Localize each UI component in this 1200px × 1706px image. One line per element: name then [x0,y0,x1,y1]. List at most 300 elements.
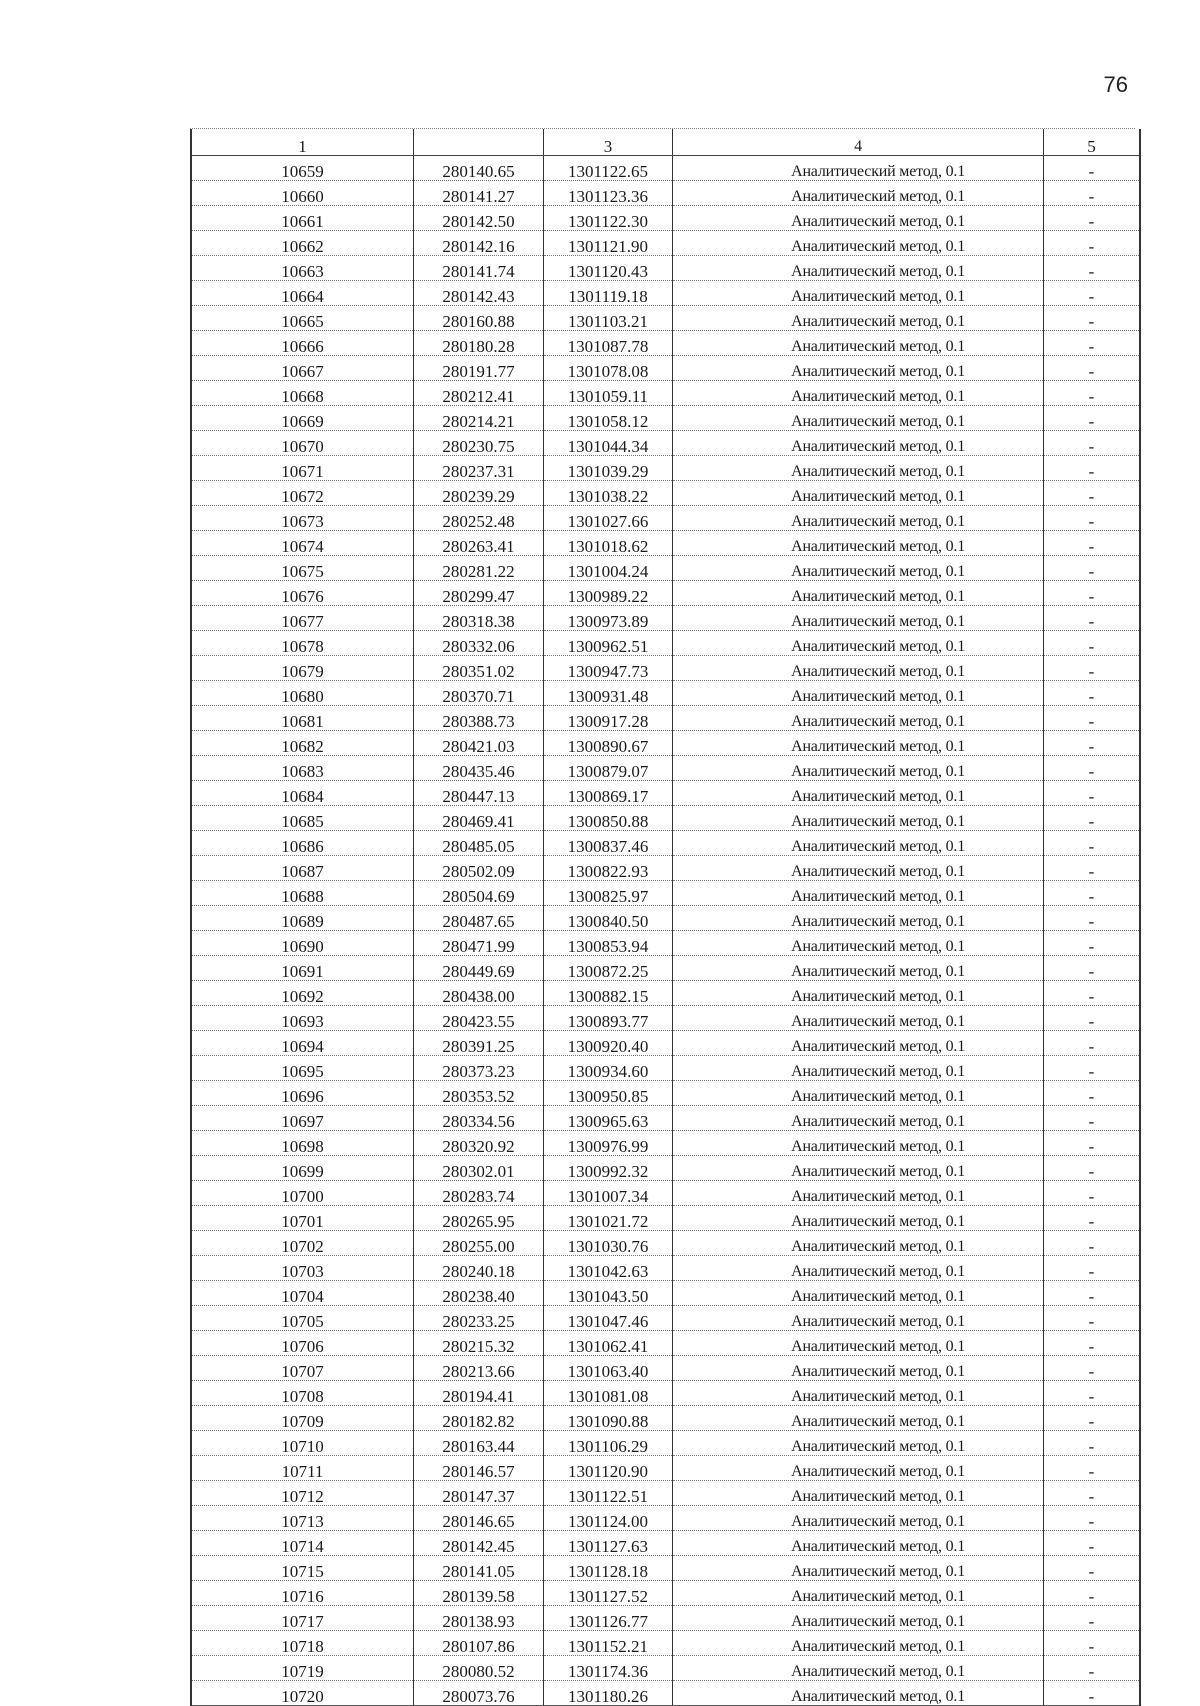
y-coordinate-cell: 1301063.40 [544,1356,673,1381]
x-coordinate-cell: 280351.02 [414,656,544,681]
note-cell: - [1044,556,1141,581]
table-row [191,381,1140,406]
method-cell: Аналитический метод, 0.1 [673,981,1044,1006]
y-coordinate-cell: 1301044.34 [544,431,673,456]
table-row [191,1181,1140,1206]
method-cell: Аналитический метод, 0.1 [673,706,1044,731]
note-cell: - [1044,331,1141,356]
point-number-cell: 10714 [191,1531,414,1556]
method-cell: Аналитический метод, 0.1 [673,906,1044,931]
y-coordinate-cell: 1300850.88 [544,806,673,831]
point-number-cell: 10668 [191,381,414,406]
method-cell: Аналитический метод, 0.1 [673,1606,1044,1631]
point-number-cell: 10698 [191,1131,414,1156]
point-number-cell: 10677 [191,606,414,631]
point-number-cell: 10686 [191,831,414,856]
point-number-cell: 10693 [191,1006,414,1031]
note-cell: - [1044,1031,1141,1056]
x-coordinate-cell: 280320.92 [414,1131,544,1156]
point-number-cell: 10684 [191,781,414,806]
point-number-cell: 10720 [191,1681,414,1706]
point-number-cell: 10702 [191,1231,414,1256]
x-coordinate-cell: 280142.43 [414,281,544,306]
method-cell: Аналитический метод, 0.1 [673,1481,1044,1506]
x-coordinate-cell: 280139.58 [414,1581,544,1606]
table-row [191,206,1140,231]
y-coordinate-cell: 1301103.21 [544,306,673,331]
note-cell: - [1044,1231,1141,1256]
point-number-cell: 10682 [191,731,414,756]
x-coordinate-cell: 280142.16 [414,231,544,256]
note-cell: - [1044,181,1141,206]
y-coordinate-cell: 1300947.73 [544,656,673,681]
table-row [191,306,1140,331]
note-cell: - [1044,1356,1141,1381]
table-row [191,1656,1140,1681]
y-coordinate-cell: 1301122.30 [544,206,673,231]
note-cell: - [1044,531,1141,556]
point-number-cell: 10666 [191,331,414,356]
note-cell: - [1044,481,1141,506]
note-cell: - [1044,1481,1141,1506]
note-cell: - [1044,656,1141,681]
y-coordinate-cell: 1300879.07 [544,756,673,781]
note-cell: - [1044,1581,1141,1606]
y-coordinate-cell: 1300840.50 [544,906,673,931]
x-coordinate-cell: 280215.32 [414,1331,544,1356]
y-coordinate-cell: 1301007.34 [544,1181,673,1206]
point-number-cell: 10710 [191,1431,414,1456]
point-number-cell: 10673 [191,506,414,531]
table-row [191,556,1140,581]
y-coordinate-cell: 1300976.99 [544,1131,673,1156]
x-coordinate-cell: 280107.86 [414,1631,544,1656]
method-cell: Аналитический метод, 0.1 [673,756,1044,781]
x-coordinate-cell: 280449.69 [414,956,544,981]
note-cell: - [1044,1556,1141,1581]
method-cell: Аналитический метод, 0.1 [673,481,1044,506]
x-coordinate-cell: 280255.00 [414,1231,544,1256]
method-cell: Аналитический метод, 0.1 [673,581,1044,606]
table-row [191,981,1140,1006]
table-row [191,856,1140,881]
note-cell: - [1044,281,1141,306]
x-coordinate-cell: 280146.57 [414,1456,544,1481]
method-cell: Аналитический метод, 0.1 [673,556,1044,581]
method-cell: Аналитический метод, 0.1 [673,856,1044,881]
table-row [191,431,1140,456]
method-cell: Аналитический метод, 0.1 [673,1331,1044,1356]
method-cell: Аналитический метод, 0.1 [673,1631,1044,1656]
note-cell: - [1044,256,1141,281]
x-coordinate-cell: 280435.46 [414,756,544,781]
y-coordinate-cell: 1301128.18 [544,1556,673,1581]
y-coordinate-cell: 1301124.00 [544,1506,673,1531]
y-coordinate-cell: 1300962.51 [544,631,673,656]
method-cell: Аналитический метод, 0.1 [673,1506,1044,1531]
method-cell: Аналитический метод, 0.1 [673,831,1044,856]
x-coordinate-cell: 280373.23 [414,1056,544,1081]
table-row [191,756,1140,781]
note-cell: - [1044,1006,1141,1031]
point-number-cell: 10664 [191,281,414,306]
point-number-cell: 10690 [191,931,414,956]
y-coordinate-cell: 1301047.46 [544,1306,673,1331]
x-coordinate-cell: 280239.29 [414,481,544,506]
point-number-cell: 10715 [191,1556,414,1581]
x-coordinate-cell: 280142.50 [414,206,544,231]
y-coordinate-cell: 1301021.72 [544,1206,673,1231]
y-coordinate-cell: 1300822.93 [544,856,673,881]
point-number-cell: 10705 [191,1306,414,1331]
x-coordinate-cell: 280141.05 [414,1556,544,1581]
x-coordinate-cell: 280391.25 [414,1031,544,1056]
y-coordinate-cell: 1301152.21 [544,1631,673,1656]
method-cell: Аналитический метод, 0.1 [673,1056,1044,1081]
point-number-cell: 10703 [191,1256,414,1281]
table-row [191,1231,1140,1256]
table-row [191,281,1140,306]
method-cell: Аналитический метод, 0.1 [673,1006,1044,1031]
note-cell: - [1044,206,1141,231]
x-coordinate-cell: 280141.74 [414,256,544,281]
note-cell: - [1044,856,1141,881]
point-number-cell: 10717 [191,1606,414,1631]
method-cell: Аналитический метод, 0.1 [673,1431,1044,1456]
method-cell: Аналитический метод, 0.1 [673,1181,1044,1206]
y-coordinate-cell: 1301078.08 [544,356,673,381]
note-cell: - [1044,431,1141,456]
y-coordinate-cell: 1300872.25 [544,956,673,981]
x-coordinate-cell: 280080.52 [414,1656,544,1681]
method-cell: Аналитический метод, 0.1 [673,1556,1044,1581]
x-coordinate-cell: 280182.82 [414,1406,544,1431]
point-number-cell: 10683 [191,756,414,781]
point-number-cell: 10694 [191,1031,414,1056]
y-coordinate-cell: 1301062.41 [544,1331,673,1356]
note-cell: - [1044,1181,1141,1206]
table-row [191,1006,1140,1031]
y-coordinate-cell: 1300950.85 [544,1081,673,1106]
note-cell: - [1044,1056,1141,1081]
y-coordinate-cell: 1300920.40 [544,1031,673,1056]
note-cell: - [1044,906,1141,931]
table-row [191,156,1140,181]
y-coordinate-cell: 1300893.77 [544,1006,673,1031]
table-row [191,1681,1140,1706]
y-coordinate-cell: 1300989.22 [544,581,673,606]
y-coordinate-cell: 1301059.11 [544,381,673,406]
method-cell: Аналитический метод, 0.1 [673,931,1044,956]
note-cell: - [1044,581,1141,606]
note-cell: - [1044,781,1141,806]
point-number-cell: 10681 [191,706,414,731]
point-number-cell: 10674 [191,531,414,556]
point-number-cell: 10671 [191,456,414,481]
method-cell: Аналитический метод, 0.1 [673,1031,1044,1056]
method-cell: Аналитический метод, 0.1 [673,656,1044,681]
point-number-cell: 10696 [191,1081,414,1106]
y-coordinate-cell: 1301018.62 [544,531,673,556]
y-coordinate-cell: 1300890.67 [544,731,673,756]
table-row [191,1056,1140,1081]
x-coordinate-cell: 280213.66 [414,1356,544,1381]
point-number-cell: 10719 [191,1656,414,1681]
y-coordinate-cell: 1301180.26 [544,1681,673,1706]
note-cell: - [1044,681,1141,706]
x-coordinate-cell: 280502.09 [414,856,544,881]
note-cell: - [1044,381,1141,406]
method-cell: Аналитический метод, 0.1 [673,1356,1044,1381]
coordinates-table [190,129,1141,1706]
note-cell: - [1044,831,1141,856]
note-cell: - [1044,1531,1141,1556]
x-coordinate-cell: 280302.01 [414,1156,544,1181]
method-cell: Аналитический метод, 0.1 [673,1381,1044,1406]
point-number-cell: 10707 [191,1356,414,1381]
y-coordinate-cell: 1301119.18 [544,281,673,306]
header-col-1: 1 [191,129,414,156]
method-cell: Аналитический метод, 0.1 [673,256,1044,281]
note-cell: - [1044,806,1141,831]
table-row [191,631,1140,656]
x-coordinate-cell: 280263.41 [414,531,544,556]
table-row [191,1581,1140,1606]
note-cell: - [1044,1606,1141,1631]
x-coordinate-cell: 280238.40 [414,1281,544,1306]
x-coordinate-cell: 280353.52 [414,1081,544,1106]
table-row [191,1531,1140,1556]
table-row [191,256,1140,281]
y-coordinate-cell: 1301087.78 [544,331,673,356]
x-coordinate-cell: 280469.41 [414,806,544,831]
note-cell: - [1044,1256,1141,1281]
note-cell: - [1044,756,1141,781]
method-cell: Аналитический метод, 0.1 [673,781,1044,806]
y-coordinate-cell: 1301038.22 [544,481,673,506]
point-number-cell: 10662 [191,231,414,256]
note-cell: - [1044,731,1141,756]
point-number-cell: 10688 [191,881,414,906]
x-coordinate-cell: 280191.77 [414,356,544,381]
note-cell: - [1044,1656,1141,1681]
point-number-cell: 10661 [191,206,414,231]
y-coordinate-cell: 1300869.17 [544,781,673,806]
table-row [191,1031,1140,1056]
y-coordinate-cell: 1300973.89 [544,606,673,631]
x-coordinate-cell: 280194.41 [414,1381,544,1406]
y-coordinate-cell: 1301004.24 [544,556,673,581]
y-coordinate-cell: 1301123.36 [544,181,673,206]
method-cell: Аналитический метод, 0.1 [673,181,1044,206]
method-cell: Аналитический метод, 0.1 [673,231,1044,256]
y-coordinate-cell: 1301030.76 [544,1231,673,1256]
method-cell: Аналитический метод, 0.1 [673,1406,1044,1431]
method-cell: Аналитический метод, 0.1 [673,406,1044,431]
x-coordinate-cell: 280471.99 [414,931,544,956]
point-number-cell: 10701 [191,1206,414,1231]
point-number-cell: 10678 [191,631,414,656]
note-cell: - [1044,606,1141,631]
table-row [191,581,1140,606]
note-cell: - [1044,1156,1141,1181]
method-cell: Аналитический метод, 0.1 [673,1656,1044,1681]
y-coordinate-cell: 1300992.32 [544,1156,673,1181]
table-body [191,156,1140,1706]
y-coordinate-cell: 1300837.46 [544,831,673,856]
table-row [191,1306,1140,1331]
method-cell: Аналитический метод, 0.1 [673,1106,1044,1131]
x-coordinate-cell: 280147.37 [414,1481,544,1506]
method-cell: Аналитический метод, 0.1 [673,1156,1044,1181]
method-cell: Аналитический метод, 0.1 [673,631,1044,656]
table-row [191,831,1140,856]
point-number-cell: 10676 [191,581,414,606]
table-row [191,1556,1140,1581]
table-row [191,181,1140,206]
point-number-cell: 10689 [191,906,414,931]
x-coordinate-cell: 280160.88 [414,306,544,331]
method-cell: Аналитический метод, 0.1 [673,956,1044,981]
x-coordinate-cell: 280334.56 [414,1106,544,1131]
y-coordinate-cell: 1301081.08 [544,1381,673,1406]
method-cell: Аналитический метод, 0.1 [673,1256,1044,1281]
method-cell: Аналитический метод, 0.1 [673,206,1044,231]
y-coordinate-cell: 1301027.66 [544,506,673,531]
table-row [191,1381,1140,1406]
note-cell: - [1044,306,1141,331]
method-cell: Аналитический метод, 0.1 [673,681,1044,706]
note-cell: - [1044,931,1141,956]
table-row [191,456,1140,481]
table-row [191,356,1140,381]
x-coordinate-cell: 280142.45 [414,1531,544,1556]
y-coordinate-cell: 1301121.90 [544,231,673,256]
x-coordinate-cell: 280487.65 [414,906,544,931]
point-number-cell: 10704 [191,1281,414,1306]
note-cell: - [1044,1331,1141,1356]
x-coordinate-cell: 280233.25 [414,1306,544,1331]
y-coordinate-cell: 1300934.60 [544,1056,673,1081]
table-row [191,1281,1140,1306]
point-number-cell: 10667 [191,356,414,381]
table-row [191,1206,1140,1231]
method-cell: Аналитический метод, 0.1 [673,606,1044,631]
header-col-3: 3 [544,129,673,156]
note-cell: - [1044,1431,1141,1456]
table-row [191,1431,1140,1456]
table-row [191,231,1140,256]
point-number-cell: 10697 [191,1106,414,1131]
page-number: 76 [1103,72,1128,97]
method-cell: Аналитический метод, 0.1 [673,281,1044,306]
note-cell: - [1044,1631,1141,1656]
point-number-cell: 10712 [191,1481,414,1506]
note-cell: - [1044,1131,1141,1156]
point-number-cell: 10718 [191,1631,414,1656]
method-cell: Аналитический метод, 0.1 [673,1281,1044,1306]
x-coordinate-cell: 280073.76 [414,1681,544,1706]
y-coordinate-cell: 1300917.28 [544,706,673,731]
y-coordinate-cell: 1301174.36 [544,1656,673,1681]
table-row [191,1406,1140,1431]
point-number-cell: 10672 [191,481,414,506]
x-coordinate-cell: 280283.74 [414,1181,544,1206]
x-coordinate-cell: 280265.95 [414,1206,544,1231]
table-row [191,906,1140,931]
note-cell: - [1044,1206,1141,1231]
method-cell: Аналитический метод, 0.1 [673,306,1044,331]
y-coordinate-cell: 1301122.51 [544,1481,673,1506]
x-coordinate-cell: 280146.65 [414,1506,544,1531]
header-col-5: 5 [1044,129,1141,156]
table-row [191,531,1140,556]
method-cell: Аналитический метод, 0.1 [673,1456,1044,1481]
y-coordinate-cell: 1301090.88 [544,1406,673,1431]
method-cell: Аналитический метод, 0.1 [673,1231,1044,1256]
table-row [191,781,1140,806]
point-number-cell: 10663 [191,256,414,281]
method-cell: Аналитический метод, 0.1 [673,331,1044,356]
x-coordinate-cell: 280163.44 [414,1431,544,1456]
table-row [191,1156,1140,1181]
point-number-cell: 10706 [191,1331,414,1356]
x-coordinate-cell: 280504.69 [414,881,544,906]
note-cell: - [1044,631,1141,656]
table-row [191,481,1140,506]
point-number-cell: 10708 [191,1381,414,1406]
note-cell: - [1044,1681,1141,1706]
note-cell: - [1044,1106,1141,1131]
y-coordinate-cell: 1301039.29 [544,456,673,481]
x-coordinate-cell: 280252.48 [414,506,544,531]
table-row [191,1106,1140,1131]
table-row [191,406,1140,431]
method-cell: Аналитический метод, 0.1 [673,531,1044,556]
note-cell: - [1044,981,1141,1006]
x-coordinate-cell: 280214.21 [414,406,544,431]
x-coordinate-cell: 280237.31 [414,456,544,481]
x-coordinate-cell: 280438.00 [414,981,544,1006]
table-row [191,681,1140,706]
note-cell: - [1044,1406,1141,1431]
note-cell: - [1044,706,1141,731]
note-cell: - [1044,881,1141,906]
header-col-2 [414,129,544,156]
method-cell: Аналитический метод, 0.1 [673,806,1044,831]
y-coordinate-cell: 1301127.63 [544,1531,673,1556]
method-cell: Аналитический метод, 0.1 [673,1206,1044,1231]
point-number-cell: 10716 [191,1581,414,1606]
table-row [191,656,1140,681]
x-coordinate-cell: 280332.06 [414,631,544,656]
method-cell: Аналитический метод, 0.1 [673,431,1044,456]
note-cell: - [1044,1306,1141,1331]
table-row [191,806,1140,831]
point-number-cell: 10660 [191,181,414,206]
method-cell: Аналитический метод, 0.1 [673,1306,1044,1331]
table-row [191,331,1140,356]
table-row [191,706,1140,731]
y-coordinate-cell: 1301043.50 [544,1281,673,1306]
table-row [191,1506,1140,1531]
method-cell: Аналитический метод, 0.1 [673,1081,1044,1106]
table-row [191,881,1140,906]
method-cell: Аналитический метод, 0.1 [673,1581,1044,1606]
table-row [191,931,1140,956]
y-coordinate-cell: 1301122.65 [544,156,673,181]
method-cell: Аналитический метод, 0.1 [673,1131,1044,1156]
